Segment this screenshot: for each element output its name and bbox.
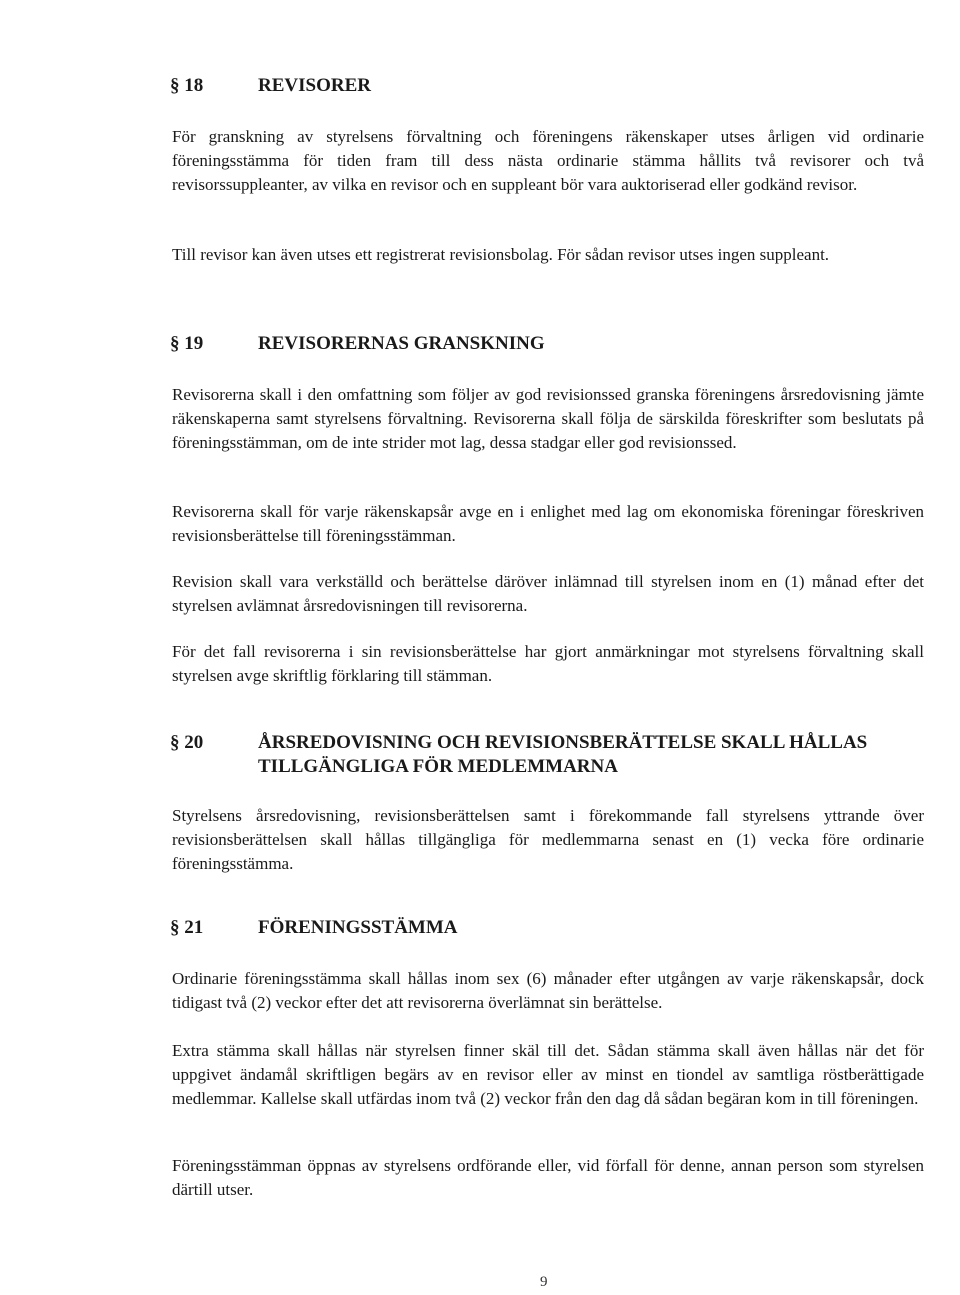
paragraph: Föreningsstämman öppnas av styrelsens ordförande eller, vid förfall för denne, annan person som styrelsen därtill utser.	[172, 1156, 924, 1199]
paragraph: Till revisor kan även utses ett registrerat revisionsbolag. För sådan revisor utses ingen suppleant.	[172, 245, 830, 264]
paragraph: Revision skall vara verkställd och berättelse däröver inlämnad till styrelsen inom en (1) månad efter det styrelsen avlämnat årsredovisningen till revisorerna.	[172, 572, 924, 615]
paragraph: Styrelsens årsredovisning, revisionsberättelsen samt i förekommande fall styrelsens yttrande över revisionsberättelsen skall hållas tillgängliga för medlemmarna senast en (1) vecka före ordinarie föreningsstämma.	[172, 806, 924, 873]
section-number: § 18	[170, 75, 204, 96]
paragraph: Revisorerna skall i den omfattning som följer av god revisionssed granska föreningens årsredovisning jämte räkenskaperna samt styrelsens förvaltning. Revisorerna skall följa de särskilda föreskrifter som beslutats på föreningsstämman, om de inte strider mot lag, dessa stadgar eller god revisionssed.	[172, 385, 924, 452]
section-number: § 20	[170, 732, 204, 753]
section-title: REVISORERNAS GRANSKNING	[258, 333, 545, 354]
paragraph: Revisorerna skall för varje räkenskapsår avge en i enlighet med lag om ekonomiska föreningar föreskriven revisionsberättelse till föreningsstämman.	[172, 502, 924, 545]
section-number: § 21	[170, 917, 204, 938]
paragraph: För det fall revisorerna i sin revisionsberättelse har gjort anmärkningar mot styrelsens förvaltning skall styrelsen avge skriftlig förklaring till stämman.	[172, 642, 924, 685]
section-title: ÅRSREDOVISNING OCH REVISIONSBERÄTTELSE SKALL HÅLLAS TILLGÄNGLIGA FÖR MEDLEMMARNA	[258, 732, 868, 777]
paragraph: Extra stämma skall hållas när styrelsen finner skäl till det. Sådan stämma skall även hållas när det för uppgivet ändamål skriftligen begärs av en revisor eller av minst en tiondel av samtliga röstberättigade medlemmar. Kallelse skall utfärdas inom två (2) veckor från den dag då sådan begäran kom in till föreningen.	[172, 1041, 924, 1108]
section-title: REVISORER	[258, 75, 371, 96]
section-title: FÖRENINGSSTÄMMA	[258, 917, 458, 938]
paragraph: Ordinarie föreningsstämma skall hållas inom sex (6) månader efter utgången av varje räkenskapsår, dock tidigast två (2) veckor efter det att revisorerna överlämnat sin berättelse.	[172, 969, 924, 1012]
page-number: 9	[540, 1274, 548, 1290]
paragraph: För granskning av styrelsens förvaltning och föreningens räkenskaper utses årligen vid ordinarie föreningsstämma för tiden fram till dess nästa ordinarie stämma hållits två revisorer och två revisorssuppleanter, av vilka en revisor och en suppleant bör vara auktoriserad eller godkänd revisor.	[172, 127, 924, 194]
section-number: § 19	[170, 333, 204, 354]
